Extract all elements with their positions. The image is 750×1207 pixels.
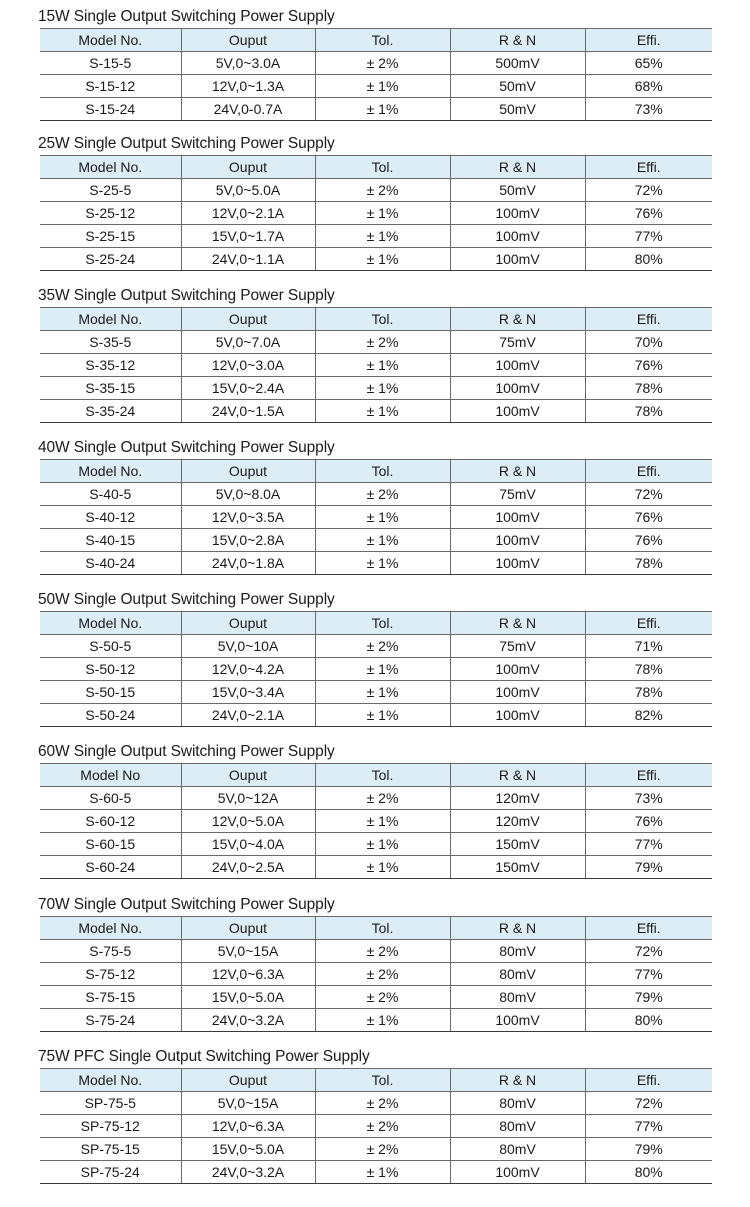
table-header-row [40,1069,712,1092]
section-title: 40W Single Output Switching Power Supply [38,439,335,456]
output-cell: 15V,0~2.4A [181,377,315,400]
table-row [40,98,712,121]
tolerance-cell: ± 1% [315,658,450,681]
tolerance-cell: ± 1% [315,400,450,423]
spec-table [40,28,712,121]
table-row [40,506,712,529]
tolerance-cell: ± 1% [315,506,450,529]
efficiency-cell: 72% [585,483,712,506]
tolerance-header: Tol. [315,917,450,940]
tolerance-cell: ± 2% [315,940,450,963]
tolerance-cell: ± 1% [315,529,450,552]
output-cell: 12V,0~5.0A [181,810,315,833]
tolerance-header: Tol. [315,308,450,331]
ripple-noise-cell: 100mV [450,658,585,681]
efficiency-cell: 77% [585,833,712,856]
output-cell: 15V,0~1.7A [181,225,315,248]
ripple-noise-header: R & N [450,29,585,52]
efficiency-cell: 72% [585,1092,712,1115]
model-cell: S-15-12 [40,75,181,98]
spec-table [40,763,712,879]
tolerance-cell: ± 2% [315,1092,450,1115]
table-row [40,1138,712,1161]
spec-table [40,459,712,575]
model-cell: S-50-24 [40,704,181,727]
tolerance-cell: ± 2% [315,179,450,202]
efficiency-cell: 79% [585,986,712,1009]
ripple-noise-cell: 80mV [450,1138,585,1161]
ripple-noise-header: R & N [450,308,585,331]
tolerance-cell: ± 1% [315,681,450,704]
tolerance-header: Tol. [315,764,450,787]
efficiency-cell: 72% [585,940,712,963]
table-row [40,681,712,704]
model-header: Model No [40,764,181,787]
table-header-row [40,29,712,52]
tolerance-cell: ± 1% [315,1161,450,1184]
ripple-noise-cell: 80mV [450,986,585,1009]
ripple-noise-cell: 75mV [450,331,585,354]
efficiency-cell: 77% [585,963,712,986]
model-cell: S-50-15 [40,681,181,704]
efficiency-cell: 76% [585,810,712,833]
output-cell: 24V,0~1.8A [181,552,315,575]
output-cell: 24V,0~1.1A [181,248,315,271]
spec-table [40,916,712,1032]
ripple-noise-cell: 100mV [450,529,585,552]
output-cell: 24V,0-0.7A [181,98,315,121]
table-row [40,552,712,575]
model-cell: S-25-15 [40,225,181,248]
ripple-noise-cell: 120mV [450,810,585,833]
model-header: Model No. [40,612,181,635]
table-row [40,1161,712,1184]
tolerance-cell: ± 1% [315,1009,450,1032]
model-cell: S-75-12 [40,963,181,986]
tolerance-cell: ± 2% [315,331,450,354]
model-cell: S-75-5 [40,940,181,963]
ripple-noise-header: R & N [450,612,585,635]
model-header: Model No. [40,917,181,940]
efficiency-cell: 77% [585,1115,712,1138]
output-header: Ouput [181,612,315,635]
model-cell: S-50-5 [40,635,181,658]
efficiency-cell: 72% [585,179,712,202]
efficiency-cell: 76% [585,202,712,225]
tolerance-cell: ± 2% [315,635,450,658]
ripple-noise-cell: 80mV [450,940,585,963]
table-row [40,75,712,98]
model-cell: S-35-24 [40,400,181,423]
efficiency-cell: 73% [585,787,712,810]
ripple-noise-cell: 75mV [450,483,585,506]
ripple-noise-cell: 150mV [450,833,585,856]
model-cell: S-35-12 [40,354,181,377]
output-cell: 15V,0~5.0A [181,1138,315,1161]
table-row [40,1092,712,1115]
efficiency-cell: 77% [585,225,712,248]
tolerance-header: Tol. [315,1069,450,1092]
efficiency-cell: 76% [585,354,712,377]
spec-table [40,611,712,727]
tolerance-header: Tol. [315,29,450,52]
table-header-row [40,917,712,940]
ripple-noise-cell: 120mV [450,787,585,810]
output-cell: 15V,0~5.0A [181,986,315,1009]
output-header: Ouput [181,156,315,179]
ripple-noise-cell: 75mV [450,635,585,658]
ripple-noise-header: R & N [450,1069,585,1092]
model-cell: S-35-15 [40,377,181,400]
output-cell: 24V,0~3.2A [181,1161,315,1184]
tolerance-cell: ± 1% [315,810,450,833]
output-cell: 12V,0~3.0A [181,354,315,377]
table-row [40,704,712,727]
output-cell: 5V,0~5.0A [181,179,315,202]
efficiency-cell: 65% [585,52,712,75]
tolerance-cell: ± 1% [315,552,450,575]
table-row [40,856,712,879]
table-row [40,1115,712,1138]
table-row [40,810,712,833]
ripple-noise-cell: 100mV [450,377,585,400]
output-cell: 5V,0~10A [181,635,315,658]
tolerance-cell: ± 1% [315,248,450,271]
table-row [40,331,712,354]
table-row [40,833,712,856]
output-header: Ouput [181,460,315,483]
tolerance-cell: ± 2% [315,963,450,986]
ripple-noise-cell: 500mV [450,52,585,75]
output-cell: 12V,0~4.2A [181,658,315,681]
output-cell: 5V,0~12A [181,787,315,810]
model-cell: S-60-5 [40,787,181,810]
efficiency-header: Effi. [585,156,712,179]
model-cell: S-15-5 [40,52,181,75]
output-cell: 5V,0~3.0A [181,52,315,75]
efficiency-cell: 70% [585,331,712,354]
output-cell: 5V,0~15A [181,1092,315,1115]
table-row [40,225,712,248]
table-row [40,1009,712,1032]
model-header: Model No. [40,1069,181,1092]
ripple-noise-header: R & N [450,460,585,483]
output-cell: 24V,0~3.2A [181,1009,315,1032]
ripple-noise-header: R & N [450,156,585,179]
tolerance-cell: ± 1% [315,704,450,727]
ripple-noise-header: R & N [450,917,585,940]
model-cell: S-60-24 [40,856,181,879]
output-cell: 12V,0~3.5A [181,506,315,529]
table-header-row [40,308,712,331]
efficiency-cell: 79% [585,1138,712,1161]
ripple-noise-cell: 100mV [450,552,585,575]
table-row [40,179,712,202]
output-cell: 12V,0~2.1A [181,202,315,225]
section-title: 75W PFC Single Output Switching Power Supply [38,1048,370,1065]
tolerance-cell: ± 1% [315,833,450,856]
spec-table [40,307,712,423]
output-cell: 5V,0~15A [181,940,315,963]
ripple-noise-cell: 100mV [450,225,585,248]
model-cell: SP-75-15 [40,1138,181,1161]
efficiency-cell: 76% [585,506,712,529]
tolerance-cell: ± 1% [315,98,450,121]
efficiency-cell: 73% [585,98,712,121]
ripple-noise-cell: 100mV [450,1009,585,1032]
tolerance-cell: ± 2% [315,1138,450,1161]
model-cell: S-25-12 [40,202,181,225]
model-header: Model No. [40,308,181,331]
ripple-noise-header: R & N [450,764,585,787]
section-title: 70W Single Output Switching Power Supply [38,896,335,913]
model-cell: S-40-24 [40,552,181,575]
table-row [40,787,712,810]
model-cell: S-40-12 [40,506,181,529]
table-row [40,986,712,1009]
efficiency-header: Effi. [585,308,712,331]
output-header: Ouput [181,917,315,940]
output-header: Ouput [181,308,315,331]
model-cell: S-15-24 [40,98,181,121]
ripple-noise-cell: 80mV [450,963,585,986]
tolerance-cell: ± 2% [315,52,450,75]
output-header: Ouput [181,29,315,52]
ripple-noise-cell: 100mV [450,400,585,423]
efficiency-header: Effi. [585,29,712,52]
table-row [40,202,712,225]
tolerance-cell: ± 1% [315,225,450,248]
table-row [40,658,712,681]
output-cell: 12V,0~6.3A [181,963,315,986]
model-cell: S-50-12 [40,658,181,681]
model-cell: S-40-15 [40,529,181,552]
section-title: 25W Single Output Switching Power Supply [38,135,335,152]
spec-table [40,155,712,271]
model-cell: SP-75-12 [40,1115,181,1138]
efficiency-cell: 80% [585,1161,712,1184]
efficiency-cell: 80% [585,248,712,271]
efficiency-cell: 80% [585,1009,712,1032]
table-row [40,963,712,986]
ripple-noise-cell: 50mV [450,179,585,202]
output-header: Ouput [181,764,315,787]
efficiency-cell: 71% [585,635,712,658]
table-header-row [40,612,712,635]
efficiency-cell: 78% [585,400,712,423]
section-title: 50W Single Output Switching Power Supply [38,591,335,608]
efficiency-cell: 68% [585,75,712,98]
ripple-noise-cell: 100mV [450,704,585,727]
model-cell: SP-75-24 [40,1161,181,1184]
table-row [40,400,712,423]
table-row [40,940,712,963]
table-row [40,377,712,400]
efficiency-header: Effi. [585,764,712,787]
table-row [40,354,712,377]
efficiency-cell: 76% [585,529,712,552]
section-title: 15W Single Output Switching Power Supply [38,8,335,25]
output-cell: 24V,0~1.5A [181,400,315,423]
model-cell: S-75-24 [40,1009,181,1032]
tolerance-header: Tol. [315,460,450,483]
tolerance-cell: ± 1% [315,377,450,400]
table-row [40,635,712,658]
ripple-noise-cell: 50mV [450,98,585,121]
efficiency-cell: 78% [585,658,712,681]
efficiency-header: Effi. [585,917,712,940]
efficiency-cell: 82% [585,704,712,727]
table-row [40,529,712,552]
efficiency-cell: 78% [585,681,712,704]
ripple-noise-cell: 100mV [450,354,585,377]
table-header-row [40,156,712,179]
tolerance-cell: ± 2% [315,1115,450,1138]
output-cell: 15V,0~3.4A [181,681,315,704]
ripple-noise-cell: 100mV [450,506,585,529]
model-cell: S-25-5 [40,179,181,202]
table-row [40,483,712,506]
table-row [40,52,712,75]
model-cell: S-25-24 [40,248,181,271]
spec-table [40,1068,712,1184]
table-header-row [40,460,712,483]
output-cell: 15V,0~2.8A [181,529,315,552]
tolerance-cell: ± 2% [315,483,450,506]
tolerance-header: Tol. [315,612,450,635]
efficiency-cell: 78% [585,377,712,400]
table-row [40,248,712,271]
tolerance-cell: ± 1% [315,75,450,98]
ripple-noise-cell: 100mV [450,248,585,271]
output-cell: 12V,0~6.3A [181,1115,315,1138]
ripple-noise-cell: 100mV [450,681,585,704]
efficiency-cell: 78% [585,552,712,575]
model-cell: S-35-5 [40,331,181,354]
efficiency-header: Effi. [585,460,712,483]
output-cell: 12V,0~1.3A [181,75,315,98]
model-header: Model No. [40,29,181,52]
output-header: Ouput [181,1069,315,1092]
tolerance-cell: ± 2% [315,787,450,810]
model-cell: S-60-15 [40,833,181,856]
model-header: Model No. [40,156,181,179]
model-cell: S-40-5 [40,483,181,506]
model-cell: S-75-15 [40,986,181,1009]
efficiency-header: Effi. [585,1069,712,1092]
table-header-row [40,764,712,787]
output-cell: 24V,0~2.5A [181,856,315,879]
ripple-noise-cell: 80mV [450,1092,585,1115]
efficiency-cell: 79% [585,856,712,879]
section-title: 60W Single Output Switching Power Supply [38,743,335,760]
section-title: 35W Single Output Switching Power Supply [38,287,335,304]
output-cell: 5V,0~7.0A [181,331,315,354]
output-cell: 15V,0~4.0A [181,833,315,856]
ripple-noise-cell: 80mV [450,1115,585,1138]
ripple-noise-cell: 150mV [450,856,585,879]
tolerance-cell: ± 1% [315,856,450,879]
ripple-noise-cell: 50mV [450,75,585,98]
output-cell: 5V,0~8.0A [181,483,315,506]
ripple-noise-cell: 100mV [450,202,585,225]
tolerance-header: Tol. [315,156,450,179]
efficiency-header: Effi. [585,612,712,635]
tolerance-cell: ± 1% [315,354,450,377]
tolerance-cell: ± 1% [315,202,450,225]
model-cell: SP-75-5 [40,1092,181,1115]
ripple-noise-cell: 100mV [450,1161,585,1184]
model-header: Model No. [40,460,181,483]
tolerance-cell: ± 2% [315,986,450,1009]
output-cell: 24V,0~2.1A [181,704,315,727]
model-cell: S-60-12 [40,810,181,833]
